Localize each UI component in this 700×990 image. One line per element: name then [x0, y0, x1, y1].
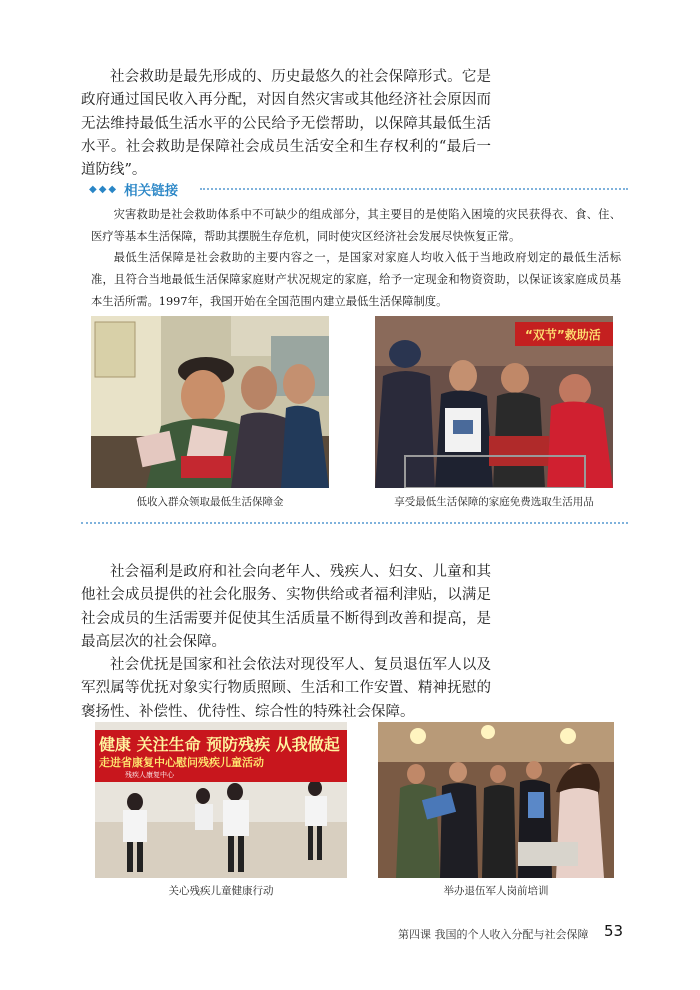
photo-caption: 关心残疾儿童健康行动	[168, 885, 274, 897]
banner-line1: 健康 关注生命 预防残疾 从我做起	[99, 735, 340, 754]
paragraph-social-welfare: 社会福利是政府和社会向老年人、残疾人、妇女、儿童和其他社会成员提供的社会化服务、实物供给或者福利津贴，以满足社会成员的生活需要并促使其生活质量不断得到改善和提高，是最高层次的社会保障。	[81, 564, 491, 650]
photo-veteran-training	[378, 722, 614, 878]
photo-disabled-children-health-action	[95, 722, 347, 878]
dotted-divider-bottom	[81, 522, 628, 524]
banner-line2: 走进省康复中心慰问残疾儿童活动	[99, 756, 264, 769]
photo-low-income-receiving-allowance	[91, 316, 329, 488]
event-banner	[95, 730, 347, 782]
photo-caption: 举办退伍军人岗前培训	[443, 885, 549, 897]
footer-chapter-title: 第四课 我国的个人收入分配与社会保障	[398, 928, 589, 941]
paragraph-social-assistance: 社会救助是最先形成的、历史最悠久的社会保障形式。它是政府通过国民收入再分配，对因自然灾害或其他经济社会原因而无法维持最低生活水平的公民给予无偿帮助，以保障其最低生活水平。社会救助是保障社会成员生活安全和生存权利的“最后一道防线”。	[81, 69, 491, 179]
related-link-paragraph-disaster-relief: 灾害救助是社会救助体系中不可缺少的组成部分，其主要目的是使陷入困境的灾民获得衣、食、住、医疗等基本生活保障，帮助其摆脱生存危机，同时使灾区经济社会发展尽快恢复正常。	[91, 208, 621, 243]
related-link-title: 相关链接	[124, 183, 179, 199]
diamond-bullets-icon: ◆◆◆	[89, 183, 119, 195]
photo-caption: 低收入群众领取最低生活保障金	[136, 496, 284, 508]
dotted-divider-top	[200, 188, 628, 190]
page-number: 53	[604, 922, 624, 940]
paragraph-special-care: 社会优抚是国家和社会依法对现役军人、复员退伍军人以及军烈属等优抚对象实行物质照顾、生活和工作安置、精神抚慰的褒扬性、补偿性、优待性、综合性的特殊社会保障。	[81, 657, 491, 720]
banner-line3: 残疾人康复中心	[125, 771, 174, 779]
photo-caption: 享受最低生活保障的家庭免费选取生活用品	[394, 496, 594, 508]
banner-sign-text: “双节”救助活	[525, 328, 601, 342]
photo-free-daily-goods	[375, 316, 613, 488]
related-link-paragraph-minimum-living: 最低生活保障是社会救助的主要内容之一，是国家对家庭人均收入低于当地政府划定的最低生活标准，且符合当地最低生活保障家庭财产状况规定的家庭，给予一定现金和物资资助，以保证该家庭成员基本生活所需。1997年，我国开始在全国范围内建立最低生活保障制度。	[91, 251, 621, 308]
related-link-header	[89, 179, 178, 199]
